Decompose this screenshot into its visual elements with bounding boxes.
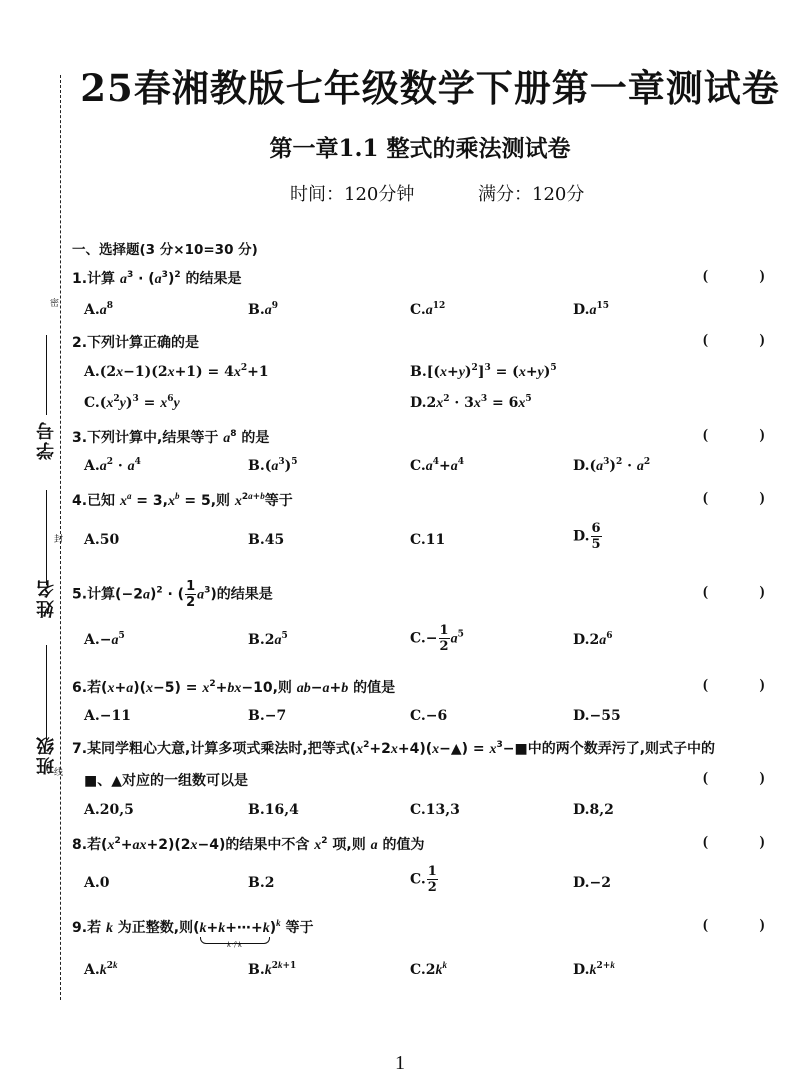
question-9-answer-blank[interactable]: ( ) — [703, 917, 765, 933]
question-5-stem: 5.计算$(-2a)^2$ · ( $\frac{1}{2}$ $a^3$)的结果是 — [72, 579, 273, 610]
question-8-option-c[interactable]: C. $\frac{1}{2}$ — [410, 864, 437, 895]
question-4-stem: 4.已知 $x^a = 3,x^b = 5$,则 $x^{2a+b}$等于 — [72, 491, 293, 509]
name-blank[interactable] — [46, 490, 47, 585]
question-5-option-b[interactable]: $B.2a^5$ — [248, 631, 288, 648]
question-9-option-b[interactable]: $B.k^{2k+1}$ — [248, 960, 297, 978]
question-7-stem-line2: ■、▲对应的一组数可以是 — [84, 773, 248, 789]
question-3-option-d[interactable]: $D.(a^3)^2 \cdot a^2$ — [573, 457, 651, 474]
time-limit: 时间：120分钟 — [290, 184, 415, 205]
question-3-stem: 3.下列计算中,结果等于 $a^8$ 的是 — [72, 429, 270, 446]
question-9-option-d[interactable]: $D.k^{2+k}$ — [573, 960, 615, 978]
question-1-stem: 1.计算 $a^3 \cdot (a^3)^2$ 的结果是 — [72, 270, 242, 287]
question-1-option-c[interactable]: $C.a^{12}$ — [410, 301, 446, 318]
underbrace: k+k+⋯+k k个k — [199, 920, 270, 950]
student-id-blank[interactable] — [46, 335, 47, 415]
question-8-option-d[interactable]: D.−2 — [573, 875, 611, 891]
question-4-option-b[interactable]: B.45 — [248, 532, 285, 548]
question-4-option-c[interactable]: C.11 — [410, 532, 446, 548]
question-8-answer-blank[interactable]: ( ) — [703, 834, 765, 850]
name-label: 姓名 — [36, 578, 57, 618]
question-1-option-a[interactable]: $A.a^8$ — [84, 301, 114, 318]
question-5-answer-blank[interactable]: ( ) — [703, 584, 765, 600]
question-7-answer-blank[interactable]: ( ) — [703, 770, 765, 786]
question-7-option-c[interactable]: C.13,3 — [410, 802, 460, 818]
page-number: 1 — [395, 1052, 405, 1074]
class-blank[interactable] — [46, 645, 47, 740]
question-6-option-a[interactable]: A.−11 — [84, 708, 131, 724]
question-9-stem: 9.若 k 为正整数,则(k+k+⋯+k k个k )$^k$ 等于 — [72, 918, 314, 950]
question-1-option-b[interactable]: $B.a^9$ — [248, 301, 278, 318]
question-9-option-c[interactable]: $C.2k^k$ — [410, 960, 448, 978]
question-1-option-d[interactable]: $D.a^{15}$ — [573, 301, 610, 318]
student-id-label: 学号 — [36, 420, 57, 460]
question-6-option-c[interactable]: C.−6 — [410, 708, 448, 724]
exam-title: 25春湘教版七年级数学下册第一章测试卷 — [80, 66, 780, 110]
seal-char-xian: 线 — [54, 768, 64, 778]
question-4-answer-blank[interactable]: ( ) — [703, 490, 765, 506]
question-2-option-c[interactable]: $C.(x^2y)^3 = x^6y$ — [84, 394, 180, 411]
question-6-option-d[interactable]: D.−55 — [573, 708, 621, 724]
question-3-option-c[interactable]: $C.a^4+a^4$ — [410, 457, 465, 474]
question-2-option-b[interactable]: $B.[(x+y)^2]^3 = (x+y)^5$ — [410, 363, 557, 380]
question-7-stem: 7.某同学粗心大意,计算多项式乘法时,把等式$(x^2+2x+4)(x-▲)$ = $x^3-■$中的两个数弄污了,则式子中的 — [72, 740, 716, 757]
class-label: 班级 — [36, 735, 57, 775]
seal-char-mi: 密 — [50, 299, 60, 309]
question-2-answer-blank[interactable]: ( ) — [703, 332, 765, 348]
question-9-option-a[interactable]: $A.k^{2k}$ — [84, 960, 118, 978]
question-5-option-d[interactable]: $D.2a^6$ — [573, 631, 613, 648]
question-3-option-b[interactable]: $B.(a^3)^5$ — [248, 457, 298, 474]
question-6-option-b[interactable]: B.−7 — [248, 708, 287, 724]
question-8-option-a[interactable]: A.0 — [84, 875, 110, 891]
question-8-option-b[interactable]: B.2 — [248, 875, 275, 891]
question-3-option-a[interactable]: $A.a^2 \cdot a^4$ — [84, 457, 141, 474]
question-7-option-a[interactable]: A.20,5 — [84, 802, 134, 818]
question-6-answer-blank[interactable]: ( ) — [703, 677, 765, 693]
question-3-answer-blank[interactable]: ( ) — [703, 427, 765, 443]
question-5-option-a[interactable]: $A.-a^5$ — [84, 631, 125, 648]
question-5-option-c[interactable]: C.− $\frac{1}{2}$ $a^5$ — [410, 623, 464, 654]
question-2-option-d[interactable]: $D.2x^2 \cdot 3x^3 = 6x^5$ — [410, 394, 532, 411]
question-8-stem: 8.若$(x^2+ax+2)(2x-4)$的结果中不含 $x^2$ 项,则 a 的值为 — [72, 836, 425, 853]
question-4-option-d[interactable]: D. $\frac{6}{5}$ — [573, 521, 601, 552]
question-1-answer-blank[interactable]: ( ) — [703, 268, 765, 284]
seal-char-feng: 封 — [54, 535, 64, 545]
question-2-option-a[interactable]: $A.(2x-1)(2x+1) = 4x^2+1$ — [84, 363, 269, 380]
question-7-option-b[interactable]: B.16,4 — [248, 802, 299, 818]
full-score: 满分：120分 — [478, 184, 585, 205]
question-4-option-a[interactable]: A.50 — [84, 532, 120, 548]
question-7-option-d[interactable]: D.8,2 — [573, 802, 614, 818]
question-2-stem: 2.下列计算正确的是 — [72, 335, 200, 351]
question-6-stem: 6.若$(x+a)(x-5) = x^2+bx-10$,则 ab−a+b 的值是 — [72, 679, 396, 696]
section-heading-multiple-choice: 一、选择题(3 分×10=30 分) — [72, 242, 258, 258]
exam-subtitle: 第一章1.1 整式的乘法测试卷 — [269, 135, 571, 162]
